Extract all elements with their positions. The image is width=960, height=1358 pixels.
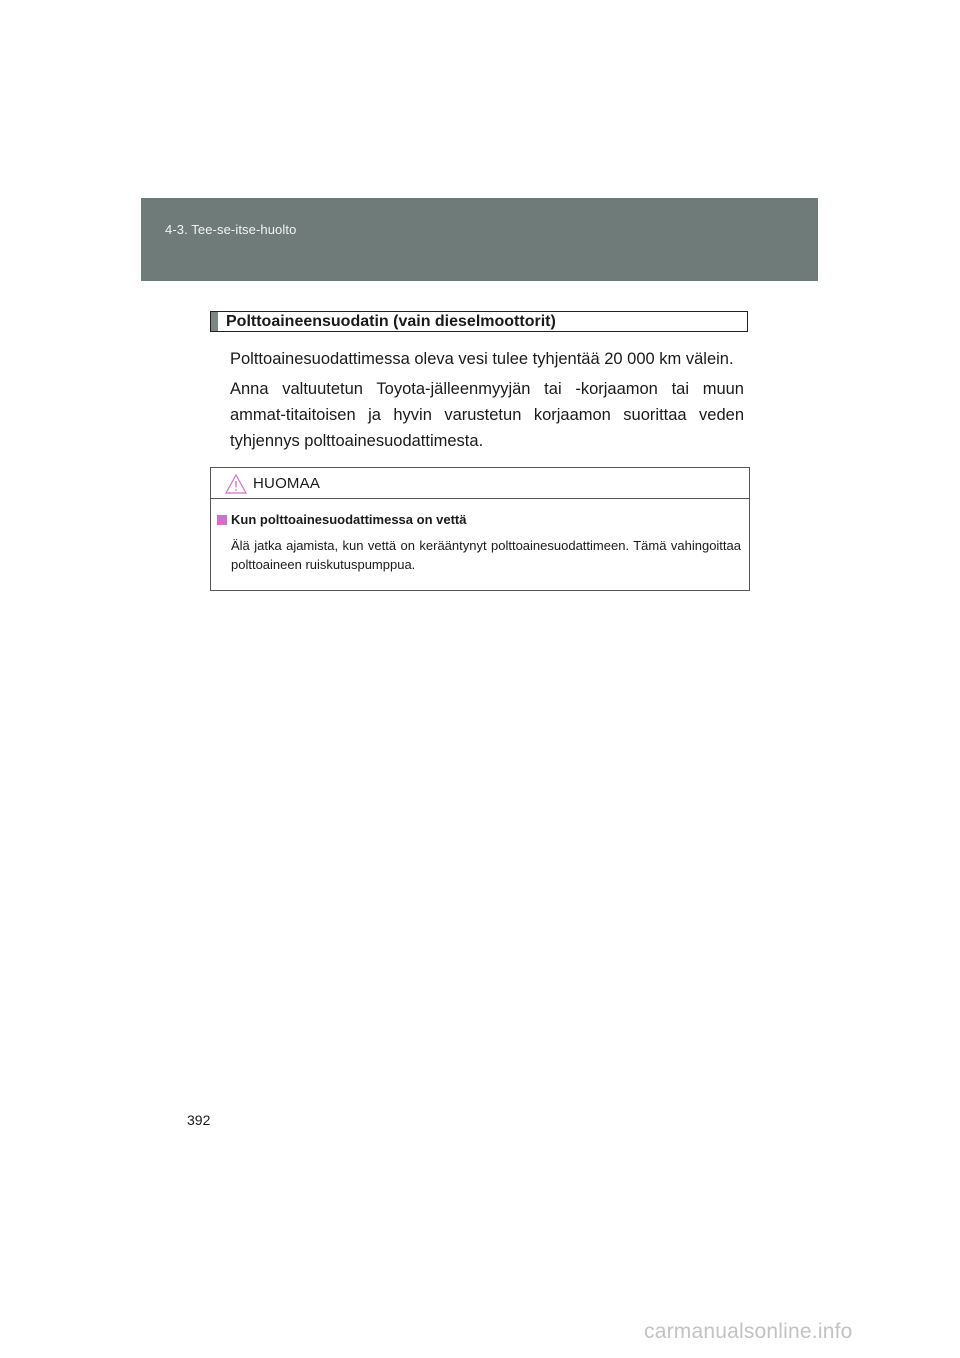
body-paragraph-2: Anna valtuutetun Toyota-jälleenmyyjän tai -korjaamon tai muun ammat-titaitoisen ja hyvin varustetun korjaamon suorittaa veden tyhjennys polttoainesuodattimesta. — [230, 380, 744, 450]
watermark: carmanualsonline.info — [644, 1320, 853, 1343]
square-bullet-icon — [217, 515, 227, 525]
warning-triangle-icon — [225, 474, 247, 494]
section-title: Polttoaineensuodatin (vain dieselmoottorit) — [226, 313, 556, 330]
notice-header — [211, 468, 749, 499]
section-label: 4-3. Tee-se-itse-huolto — [165, 222, 297, 237]
section-title-bar — [211, 312, 218, 331]
chapter-header-band — [141, 198, 818, 281]
notice-title: HUOMAA — [253, 475, 321, 492]
page-number: 392 — [187, 1112, 211, 1128]
section-title-box — [210, 311, 748, 332]
body-paragraph-1: Polttoainesuodattimessa oleva vesi tulee tyhjentää 20 000 km välein. — [230, 350, 734, 368]
notice-box — [210, 467, 750, 591]
notice-body: Älä jatka ajamista, kun vettä on kerääntynyt polttoainesuodattimeen. Tämä vahingoittaa polttoaineen ruiskutuspumppua. — [231, 538, 741, 572]
notice-subheading-text: Kun polttoainesuodattimessa on vettä — [231, 512, 467, 527]
notice-subheading — [217, 512, 466, 528]
